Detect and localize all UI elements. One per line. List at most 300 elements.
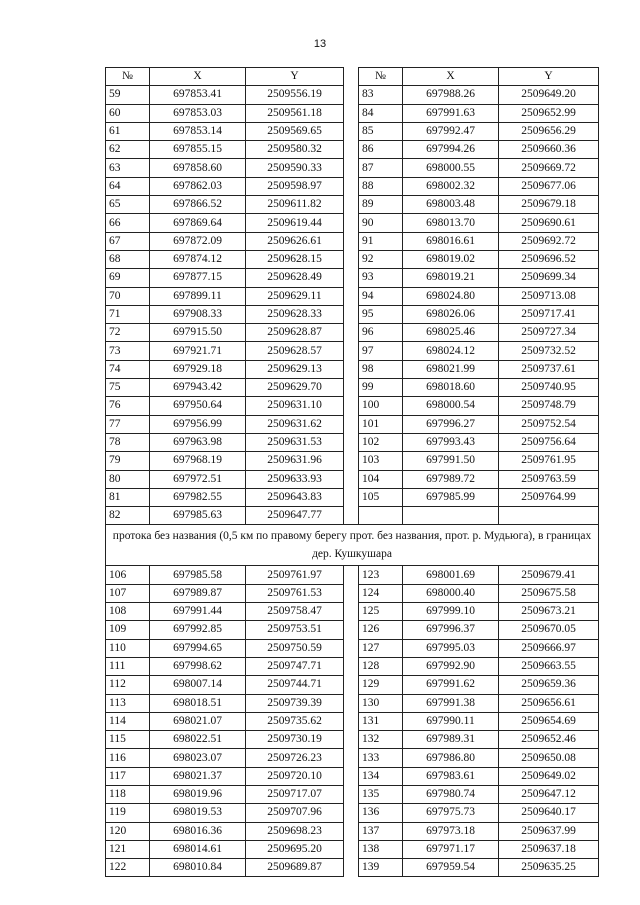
- x-coordinate-cell: 697968.19: [150, 452, 246, 470]
- header-number: №: [106, 68, 150, 86]
- x-coordinate-cell: 698025.46: [403, 324, 499, 342]
- y-coordinate-cell: 2509698.23: [246, 822, 344, 840]
- x-coordinate-cell: 697971.17: [403, 840, 499, 858]
- y-coordinate-cell: 2509637.18: [499, 840, 599, 858]
- point-number-cell: 94: [359, 287, 403, 305]
- column-gap: [344, 676, 359, 694]
- y-coordinate-cell: 2509629.11: [246, 287, 344, 305]
- x-coordinate-cell: 698010.84: [150, 859, 246, 877]
- column-gap: [344, 196, 359, 214]
- column-gap: [344, 584, 359, 602]
- x-coordinate-cell: 697862.03: [150, 177, 246, 195]
- point-number-cell: 123: [359, 566, 403, 584]
- x-coordinate-cell: 697992.90: [403, 657, 499, 675]
- x-coordinate-cell: 697869.64: [150, 214, 246, 232]
- point-number-cell: 100: [359, 397, 403, 415]
- y-coordinate-cell: 2509720.10: [246, 767, 344, 785]
- point-number-cell: 124: [359, 584, 403, 602]
- y-coordinate-cell: 2509556.19: [246, 86, 344, 104]
- x-coordinate-cell: 698019.02: [403, 250, 499, 268]
- table-row: [106, 694, 599, 712]
- y-coordinate-cell: 2509679.18: [499, 196, 599, 214]
- section-note: протока без названия (0,5 км по правому берегу прот. без названия, прот. р. Мудьюга), в границах дер. Кушкушара: [106, 525, 599, 566]
- point-number-cell: 62: [106, 141, 150, 159]
- x-coordinate-cell: 697866.52: [150, 196, 246, 214]
- y-coordinate-cell: 2509649.20: [499, 86, 599, 104]
- y-coordinate-cell: 2509659.36: [499, 676, 599, 694]
- y-coordinate-cell: 2509763.59: [499, 470, 599, 488]
- table-row: [106, 397, 599, 415]
- point-number-cell: 93: [359, 269, 403, 287]
- table-row: [106, 639, 599, 657]
- y-coordinate-cell: 2509561.18: [246, 104, 344, 122]
- x-coordinate-cell: 698000.54: [403, 397, 499, 415]
- y-coordinate-cell: 2509739.39: [246, 694, 344, 712]
- table-row: [106, 305, 599, 323]
- y-coordinate-cell: 2509569.65: [246, 122, 344, 140]
- x-coordinate-cell: 698018.60: [403, 379, 499, 397]
- point-number-cell: 99: [359, 379, 403, 397]
- column-gap: [344, 507, 359, 525]
- point-number-cell: 82: [106, 507, 150, 525]
- point-number-cell: 72: [106, 324, 150, 342]
- point-number-cell: 118: [106, 785, 150, 803]
- point-number-cell: 87: [359, 159, 403, 177]
- column-gap: [344, 749, 359, 767]
- x-coordinate-cell: 697994.65: [150, 639, 246, 657]
- y-coordinate-cell: 2509649.02: [499, 767, 599, 785]
- point-number-cell: 79: [106, 452, 150, 470]
- table-row: [106, 859, 599, 877]
- column-gap: [344, 104, 359, 122]
- y-coordinate-cell: 2509748.79: [499, 397, 599, 415]
- header-number: №: [359, 68, 403, 86]
- point-number-cell: 96: [359, 324, 403, 342]
- x-coordinate-cell: 698016.36: [150, 822, 246, 840]
- point-number-cell: 97: [359, 342, 403, 360]
- x-coordinate-cell: 697963.98: [150, 433, 246, 451]
- y-coordinate-cell: 2509707.96: [246, 804, 344, 822]
- point-number-cell: 134: [359, 767, 403, 785]
- x-coordinate-cell: 697990.11: [403, 712, 499, 730]
- point-number-cell: 86: [359, 141, 403, 159]
- point-number-cell: 102: [359, 433, 403, 451]
- x-coordinate-cell: 698021.37: [150, 767, 246, 785]
- point-number-cell: 69: [106, 269, 150, 287]
- y-coordinate-cell: 2509590.33: [246, 159, 344, 177]
- x-coordinate-cell: 697874.12: [150, 250, 246, 268]
- y-coordinate-cell: 2509761.97: [246, 566, 344, 584]
- x-coordinate-cell: 698001.69: [403, 566, 499, 584]
- y-coordinate-cell: 2509619.44: [246, 214, 344, 232]
- point-number-cell: 104: [359, 470, 403, 488]
- y-coordinate-cell: 2509669.72: [499, 159, 599, 177]
- y-coordinate-cell: 2509727.34: [499, 324, 599, 342]
- point-number-cell: 139: [359, 859, 403, 877]
- y-coordinate-cell: 2509650.08: [499, 749, 599, 767]
- note-row: [106, 525, 599, 566]
- table-row: [106, 104, 599, 122]
- column-gap: [344, 177, 359, 195]
- x-coordinate-cell: 697991.62: [403, 676, 499, 694]
- y-coordinate-cell: 2509764.99: [499, 488, 599, 506]
- x-coordinate-cell: 697985.99: [403, 488, 499, 506]
- x-coordinate-cell: 697994.26: [403, 141, 499, 159]
- point-number-cell: 111: [106, 657, 150, 675]
- table-row: [106, 324, 599, 342]
- table-row: [106, 433, 599, 451]
- y-coordinate-cell: 2509611.82: [246, 196, 344, 214]
- y-coordinate-cell: 2509717.07: [246, 785, 344, 803]
- column-gap: [344, 214, 359, 232]
- block2-body: [106, 566, 599, 877]
- point-number-cell: 80: [106, 470, 150, 488]
- x-coordinate-cell: 698002.32: [403, 177, 499, 195]
- column-gap: [344, 452, 359, 470]
- column-gap: [344, 639, 359, 657]
- y-coordinate-cell: 2509580.32: [246, 141, 344, 159]
- y-coordinate-cell: 2509628.57: [246, 342, 344, 360]
- table-row: [106, 731, 599, 749]
- point-number-cell: 61: [106, 122, 150, 140]
- y-coordinate-cell: 2509673.21: [499, 603, 599, 621]
- y-coordinate-cell: 2509752.54: [499, 415, 599, 433]
- point-number-cell: 106: [106, 566, 150, 584]
- point-number-cell: 75: [106, 379, 150, 397]
- y-coordinate-cell: 2509626.61: [246, 232, 344, 250]
- column-gap: [344, 488, 359, 506]
- point-number-cell: 88: [359, 177, 403, 195]
- point-number-cell: 60: [106, 104, 150, 122]
- point-number-cell: 64: [106, 177, 150, 195]
- column-gap: [344, 86, 359, 104]
- x-coordinate-cell: 697986.80: [403, 749, 499, 767]
- x-coordinate-cell: 697915.50: [150, 324, 246, 342]
- point-number-cell: 122: [106, 859, 150, 877]
- x-coordinate-cell: 698000.40: [403, 584, 499, 602]
- point-number-cell: 70: [106, 287, 150, 305]
- x-coordinate-cell: 697921.71: [150, 342, 246, 360]
- y-coordinate-cell: 2509660.36: [499, 141, 599, 159]
- y-coordinate-cell: [499, 507, 599, 525]
- point-number-cell: 78: [106, 433, 150, 451]
- x-coordinate-cell: 698018.51: [150, 694, 246, 712]
- x-coordinate-cell: 697988.26: [403, 86, 499, 104]
- y-coordinate-cell: 2509726.23: [246, 749, 344, 767]
- point-number-cell: 137: [359, 822, 403, 840]
- x-coordinate-cell: [403, 507, 499, 525]
- column-gap: [344, 305, 359, 323]
- point-number-cell: 133: [359, 749, 403, 767]
- y-coordinate-cell: 2509656.61: [499, 694, 599, 712]
- point-number-cell: 83: [359, 86, 403, 104]
- column-gap: [344, 379, 359, 397]
- y-coordinate-cell: 2509679.41: [499, 566, 599, 584]
- point-number-cell: 117: [106, 767, 150, 785]
- column-gap: [344, 397, 359, 415]
- table-row: [106, 342, 599, 360]
- x-coordinate-cell: 698021.07: [150, 712, 246, 730]
- column-gap: [344, 141, 359, 159]
- y-coordinate-cell: 2509652.46: [499, 731, 599, 749]
- point-number-cell: 115: [106, 731, 150, 749]
- block1-body: [106, 86, 599, 525]
- point-number-cell: 129: [359, 676, 403, 694]
- x-coordinate-cell: 697989.31: [403, 731, 499, 749]
- x-coordinate-cell: 697972.51: [150, 470, 246, 488]
- header-x: X: [403, 68, 499, 86]
- point-number-cell: 65: [106, 196, 150, 214]
- column-gap: [344, 269, 359, 287]
- x-coordinate-cell: 697877.15: [150, 269, 246, 287]
- x-coordinate-cell: 698000.55: [403, 159, 499, 177]
- x-coordinate-cell: 697858.60: [150, 159, 246, 177]
- table-row: [106, 214, 599, 232]
- column-gap: [344, 712, 359, 730]
- x-coordinate-cell: 697973.18: [403, 822, 499, 840]
- x-coordinate-cell: 697989.72: [403, 470, 499, 488]
- x-coordinate-cell: 697899.11: [150, 287, 246, 305]
- x-coordinate-cell: 698016.61: [403, 232, 499, 250]
- table-row: [106, 676, 599, 694]
- table-row: [106, 603, 599, 621]
- point-number-cell: 130: [359, 694, 403, 712]
- table-row: [106, 566, 599, 584]
- x-coordinate-cell: 697989.87: [150, 584, 246, 602]
- x-coordinate-cell: 698003.48: [403, 196, 499, 214]
- table-row: [106, 196, 599, 214]
- y-coordinate-cell: 2509689.87: [246, 859, 344, 877]
- x-coordinate-cell: 698024.12: [403, 342, 499, 360]
- y-coordinate-cell: 2509677.06: [499, 177, 599, 195]
- point-number-cell: 76: [106, 397, 150, 415]
- table-row: [106, 360, 599, 378]
- x-coordinate-cell: 697950.64: [150, 397, 246, 415]
- header-row: [106, 68, 599, 86]
- x-coordinate-cell: 697975.73: [403, 804, 499, 822]
- y-coordinate-cell: 2509647.12: [499, 785, 599, 803]
- point-number-cell: 74: [106, 360, 150, 378]
- point-number-cell: 90: [359, 214, 403, 232]
- table-row: [106, 621, 599, 639]
- point-number-cell: 107: [106, 584, 150, 602]
- y-coordinate-cell: 2509695.20: [246, 840, 344, 858]
- x-coordinate-cell: 697853.03: [150, 104, 246, 122]
- x-coordinate-cell: 698007.14: [150, 676, 246, 694]
- y-coordinate-cell: 2509629.13: [246, 360, 344, 378]
- table-row: [106, 159, 599, 177]
- column-gap: [344, 324, 359, 342]
- table-row: [106, 379, 599, 397]
- table-row: [106, 584, 599, 602]
- y-coordinate-cell: 2509635.25: [499, 859, 599, 877]
- point-number-cell: 105: [359, 488, 403, 506]
- y-coordinate-cell: 2509652.99: [499, 104, 599, 122]
- point-number-cell: 125: [359, 603, 403, 621]
- table-row: [106, 840, 599, 858]
- table-row: [106, 712, 599, 730]
- x-coordinate-cell: 697983.61: [403, 767, 499, 785]
- table-row: [106, 415, 599, 433]
- point-number-cell: 95: [359, 305, 403, 323]
- y-coordinate-cell: 2509666.97: [499, 639, 599, 657]
- point-number-cell: 132: [359, 731, 403, 749]
- point-number-cell: 110: [106, 639, 150, 657]
- table-row: [106, 269, 599, 287]
- y-coordinate-cell: 2509631.53: [246, 433, 344, 451]
- point-number-cell: 109: [106, 621, 150, 639]
- table-row: [106, 822, 599, 840]
- table-row: [106, 507, 599, 525]
- y-coordinate-cell: 2509747.71: [246, 657, 344, 675]
- x-coordinate-cell: 697872.09: [150, 232, 246, 250]
- y-coordinate-cell: 2509643.83: [246, 488, 344, 506]
- table-row: [106, 250, 599, 268]
- x-coordinate-cell: 698026.06: [403, 305, 499, 323]
- x-coordinate-cell: 697991.44: [150, 603, 246, 621]
- column-gap: [344, 621, 359, 639]
- x-coordinate-cell: 697992.85: [150, 621, 246, 639]
- point-number-cell: 112: [106, 676, 150, 694]
- column-gap: [344, 360, 359, 378]
- point-number-cell: 114: [106, 712, 150, 730]
- y-coordinate-cell: 2509761.95: [499, 452, 599, 470]
- x-coordinate-cell: 698024.80: [403, 287, 499, 305]
- x-coordinate-cell: 697943.42: [150, 379, 246, 397]
- point-number-cell: 138: [359, 840, 403, 858]
- y-coordinate-cell: 2509730.19: [246, 731, 344, 749]
- column-gap: [344, 250, 359, 268]
- table-row: [106, 452, 599, 470]
- x-coordinate-cell: 698021.99: [403, 360, 499, 378]
- table-row: [106, 767, 599, 785]
- column-gap: [344, 822, 359, 840]
- y-coordinate-cell: 2509628.15: [246, 250, 344, 268]
- point-number-cell: 59: [106, 86, 150, 104]
- x-coordinate-cell: 698014.61: [150, 840, 246, 858]
- y-coordinate-cell: 2509753.51: [246, 621, 344, 639]
- point-number-cell: 113: [106, 694, 150, 712]
- point-number-cell: 119: [106, 804, 150, 822]
- y-coordinate-cell: 2509690.61: [499, 214, 599, 232]
- column-gap: [344, 470, 359, 488]
- y-coordinate-cell: 2509732.52: [499, 342, 599, 360]
- point-number-cell: 127: [359, 639, 403, 657]
- table-row: [106, 86, 599, 104]
- point-number-cell: 89: [359, 196, 403, 214]
- column-gap: [344, 232, 359, 250]
- point-number-cell: 66: [106, 214, 150, 232]
- point-number-cell: 101: [359, 415, 403, 433]
- column-gap: [344, 785, 359, 803]
- column-gap: [344, 767, 359, 785]
- y-coordinate-cell: 2509640.17: [499, 804, 599, 822]
- header-x: X: [150, 68, 246, 86]
- x-coordinate-cell: 698022.51: [150, 731, 246, 749]
- column-gap: [344, 603, 359, 621]
- column-gap: [344, 415, 359, 433]
- y-coordinate-cell: 2509628.49: [246, 269, 344, 287]
- y-coordinate-cell: 2509675.58: [499, 584, 599, 602]
- y-coordinate-cell: 2509761.53: [246, 584, 344, 602]
- y-coordinate-cell: 2509598.97: [246, 177, 344, 195]
- page-number: 13: [313, 38, 327, 50]
- table-row: [106, 785, 599, 803]
- coordinates-table: [105, 67, 599, 877]
- y-coordinate-cell: 2509631.10: [246, 397, 344, 415]
- x-coordinate-cell: 697991.38: [403, 694, 499, 712]
- point-number-cell: 81: [106, 488, 150, 506]
- column-gap: [344, 287, 359, 305]
- y-coordinate-cell: 2509654.69: [499, 712, 599, 730]
- point-number-cell: 84: [359, 104, 403, 122]
- point-number-cell: 98: [359, 360, 403, 378]
- y-coordinate-cell: 2509629.70: [246, 379, 344, 397]
- y-coordinate-cell: 2509631.96: [246, 452, 344, 470]
- point-number-cell: 68: [106, 250, 150, 268]
- x-coordinate-cell: 697992.47: [403, 122, 499, 140]
- table-row: [106, 657, 599, 675]
- y-coordinate-cell: 2509735.62: [246, 712, 344, 730]
- table-row: [106, 122, 599, 140]
- column-gap: [344, 342, 359, 360]
- point-number-cell: 136: [359, 804, 403, 822]
- column-gap: [344, 694, 359, 712]
- column-gap: [344, 840, 359, 858]
- x-coordinate-cell: 697908.33: [150, 305, 246, 323]
- point-number-cell: 77: [106, 415, 150, 433]
- y-coordinate-cell: 2509717.41: [499, 305, 599, 323]
- column-gap: [344, 731, 359, 749]
- point-number-cell: 71: [106, 305, 150, 323]
- column-gap: [344, 859, 359, 877]
- point-number-cell: 67: [106, 232, 150, 250]
- x-coordinate-cell: 698019.96: [150, 785, 246, 803]
- y-coordinate-cell: 2509637.99: [499, 822, 599, 840]
- table-row: [106, 488, 599, 506]
- column-gap: [344, 566, 359, 584]
- x-coordinate-cell: 697853.41: [150, 86, 246, 104]
- column-gap: [344, 122, 359, 140]
- x-coordinate-cell: 697985.58: [150, 566, 246, 584]
- x-coordinate-cell: 697996.27: [403, 415, 499, 433]
- x-coordinate-cell: 697999.10: [403, 603, 499, 621]
- point-number-cell: 131: [359, 712, 403, 730]
- point-number-cell: 120: [106, 822, 150, 840]
- y-coordinate-cell: 2509713.08: [499, 287, 599, 305]
- y-coordinate-cell: 2509670.05: [499, 621, 599, 639]
- y-coordinate-cell: 2509631.62: [246, 415, 344, 433]
- point-number-cell: [359, 507, 403, 525]
- y-coordinate-cell: 2509656.29: [499, 122, 599, 140]
- table-row: [106, 141, 599, 159]
- column-gap: [344, 657, 359, 675]
- y-coordinate-cell: 2509750.59: [246, 639, 344, 657]
- column-gap: [344, 68, 359, 86]
- y-coordinate-cell: 2509692.72: [499, 232, 599, 250]
- x-coordinate-cell: 697985.63: [150, 507, 246, 525]
- header-y: Y: [499, 68, 599, 86]
- y-coordinate-cell: 2509628.33: [246, 305, 344, 323]
- point-number-cell: 85: [359, 122, 403, 140]
- table-row: [106, 232, 599, 250]
- x-coordinate-cell: 697996.37: [403, 621, 499, 639]
- y-coordinate-cell: 2509744.71: [246, 676, 344, 694]
- x-coordinate-cell: 698023.07: [150, 749, 246, 767]
- table-row: [106, 749, 599, 767]
- y-coordinate-cell: 2509756.64: [499, 433, 599, 451]
- point-number-cell: 73: [106, 342, 150, 360]
